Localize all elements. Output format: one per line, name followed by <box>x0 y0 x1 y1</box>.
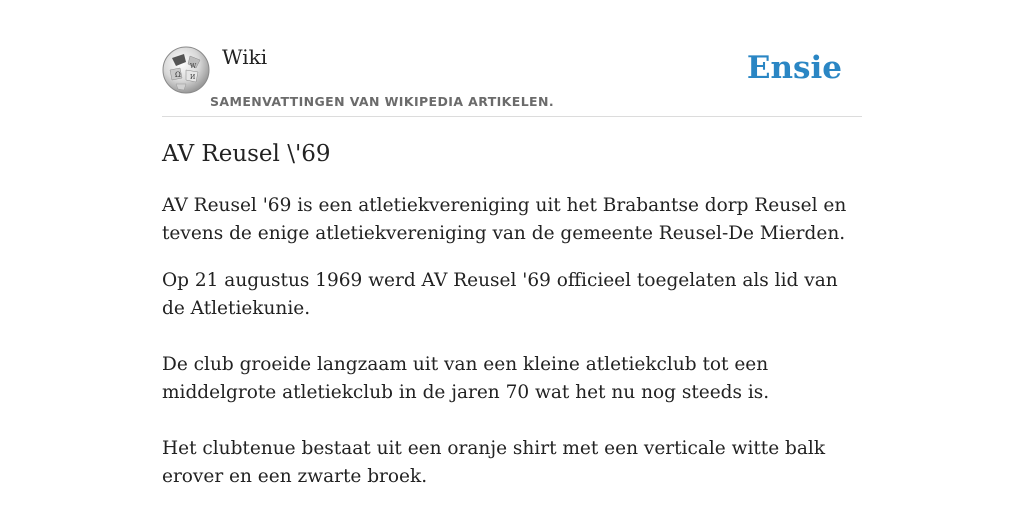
site-tagline: SAMENVATTINGEN VAN WIKIPEDIA ARTIKELEN. <box>210 94 555 109</box>
article-title: AV Reusel \'69 <box>162 141 331 167</box>
site-header <box>162 0 862 117</box>
svg-text:Ω: Ω <box>175 71 181 79</box>
svg-text:W: W <box>190 63 197 70</box>
article-body <box>162 192 862 510</box>
svg-text:И: И <box>190 74 196 81</box>
page <box>162 0 862 512</box>
article-paragraph: AV Reusel '69 is een atletiekvereniging uit het Brabantse dorp Reusel en tevens de enige atletiekvereniging van de gemeente Reusel-De Mierden. <box>162 195 847 244</box>
article-paragraph: De club groeide langzaam uit van een kleine atletiekclub tot een middelgrote atletiekclub in de jaren 70 wat het nu nog steeds is. <box>162 354 770 403</box>
article-paragraph: Het clubtenue bestaat uit een oranje shirt met een verticale witte balk erover en een zwarte broek. <box>162 438 826 487</box>
brand-logo-link[interactable]: Ensie <box>746 50 842 86</box>
wikipedia-globe-icon[interactable] <box>162 46 210 94</box>
site-name[interactable]: Wiki <box>222 45 268 69</box>
article-paragraph: Op 21 augustus 1969 werd AV Reusel '69 officieel toegelaten als lid van de Atletiekunie. <box>162 270 838 319</box>
